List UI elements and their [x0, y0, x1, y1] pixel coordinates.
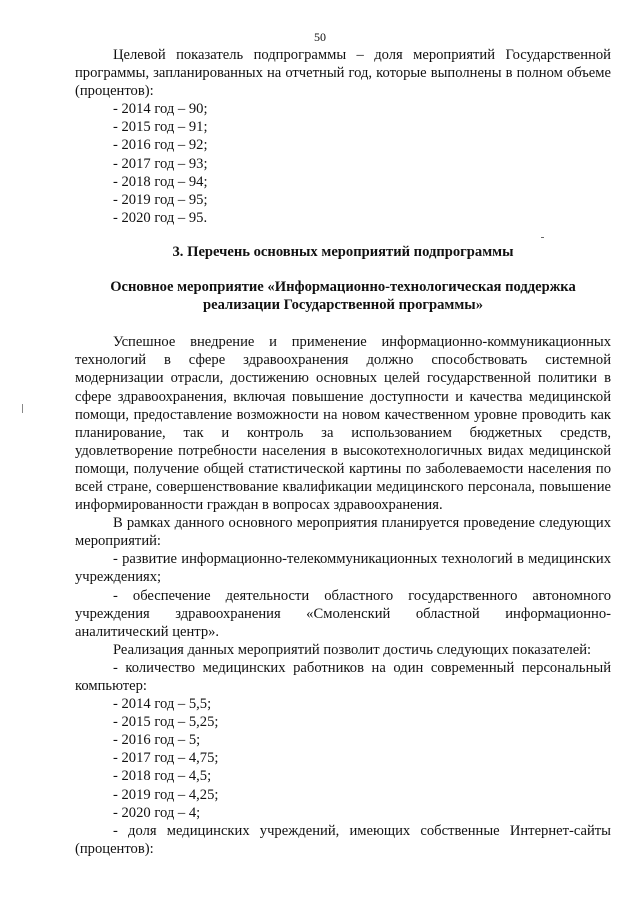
- margin-scan-mark: [22, 404, 23, 413]
- indicator-value-item: - 2017 год – 4,75;: [113, 750, 219, 767]
- indicator-bullet: - количество медицинских работников на один современный персональный компьютер:: [75, 659, 611, 694]
- activity-bullet: - обеспечение деятельности областного государственного автономного учреждения здравоохранения «Смоленский областной информационно-аналитический центр».: [75, 587, 611, 640]
- indicator-values-list: [75, 695, 611, 822]
- body-paragraph: Успешное внедрение и применение информационно-коммуникационных технологий в сфере здравоохранения должно способствовать системной модернизации отрасли, достижению основных целей государственной политики в сфере здравоохранения, включая повышение доступности и качества медицинской помощи, предоставление возможности на новом качественном уровне проводить как планирование, так и контроль за использованием бюджетных средств, удовлетворение потребности населения в высокотехнологичных видах медицинской помощи, получение общей статистической картины по заболеваемости населения по всей стране, совершенствование квалификации медицинского персонала, повышение информированности граждан в вопросах здравоохранения.: [75, 334, 611, 514]
- activity-bullet: - развитие информационно-телекоммуникационных технологий в медицинских учреждениях;: [75, 551, 611, 586]
- indicator-value-item: - 2015 год – 5,25;: [113, 714, 219, 731]
- activity-heading: [75, 278, 611, 314]
- body-paragraph: В рамках данного основного мероприятия планируется проведение следующих мероприятий:: [75, 515, 611, 550]
- indicator-value-item: - 2019 год – 4,25;: [113, 786, 219, 803]
- target-value-item: - 2016 год – 92;: [113, 137, 208, 154]
- indicator-value-item: - 2020 год – 4;: [113, 804, 201, 821]
- target-value-item: - 2015 год – 91;: [113, 119, 208, 136]
- target-value-item: - 2017 год – 93;: [113, 155, 208, 172]
- target-values-list: [75, 100, 611, 227]
- stray-scan-mark: [541, 237, 544, 238]
- indicator-value-item: - 2014 год – 5,5;: [113, 696, 212, 713]
- target-value-item: - 2020 год – 95.: [113, 209, 208, 226]
- activity-heading-line: реализации Государственной программы»: [202, 297, 484, 314]
- target-value-item: - 2018 год – 94;: [113, 173, 208, 190]
- page-content: [75, 46, 611, 858]
- indicator-value-item: - 2018 год – 4,5;: [113, 768, 212, 785]
- body-paragraph: Реализация данных мероприятий позволит достичь следующих показателей:: [113, 641, 592, 658]
- page-number: 50: [314, 30, 326, 44]
- target-indicator-paragraph: Целевой показатель подпрограммы – доля мероприятий Государственной программы, запланированных на отчетный год, которые выполнены в полном объеме (процентов):: [75, 47, 611, 100]
- target-value-item: - 2014 год – 90;: [113, 101, 208, 118]
- section-heading: 3. Перечень основных мероприятий подпрограммы: [172, 243, 514, 260]
- target-value-item: - 2019 год – 95;: [113, 191, 208, 208]
- indicator-value-item: - 2016 год – 5;: [113, 732, 201, 749]
- activity-heading-line: Основное мероприятие «Информационно-технологическая поддержка: [110, 279, 576, 296]
- indicator-bullet: - доля медицинских учреждений, имеющих собственные Интернет-сайты (процентов):: [75, 822, 611, 857]
